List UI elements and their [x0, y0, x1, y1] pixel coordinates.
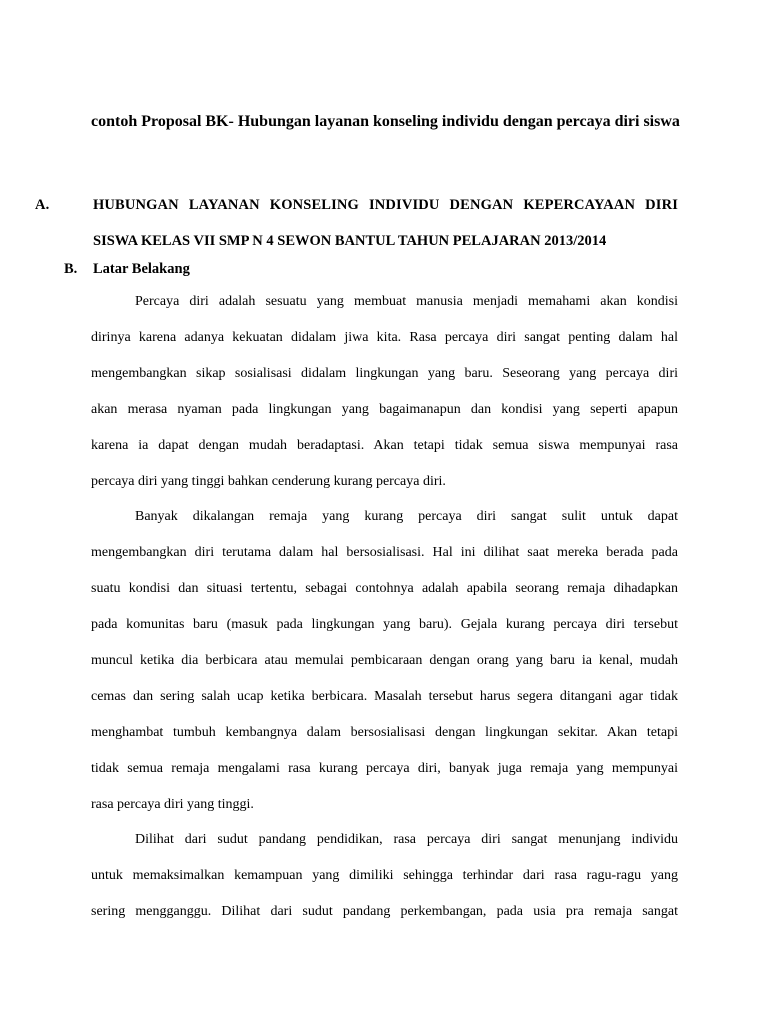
- section-b-marker: B.: [64, 261, 78, 277]
- paragraph-line: karena ia dapat dengan mudah beradaptasi. Akan tetapi tidak semua siswa mempunyai rasa: [91, 438, 678, 453]
- paragraph-line: sering mengganggu. Dilihat dari sudut pandang perkembangan, pada usia pra remaja sangat: [91, 904, 678, 919]
- paragraph-line: akan merasa nyaman pada lingkungan yang bagaimanapun dan kondisi yang seperti apapun: [91, 402, 678, 417]
- paragraph-line: untuk memaksimalkan kemampuan yang dimiliki sehingga terhindar dari rasa ragu-ragu yang: [91, 868, 678, 883]
- paragraph-line: Percaya diri adalah sesuatu yang membuat manusia menjadi memahami akan kondisi: [135, 294, 678, 309]
- paragraph-line: percaya diri yang tinggi bahkan cenderung kurang percaya diri.: [91, 474, 446, 489]
- paragraph-line: dirinya karena adanya kekuatan didalam jiwa kita. Rasa percaya diri sangat penting dalam hal: [91, 330, 678, 345]
- paragraph-line: muncul ketika dia berbicara atau memulai pembicaraan dengan orang yang baru ia kenal, mudah: [91, 653, 678, 668]
- paragraph-line: menghambat tumbuh kembangnya dalam bersosialisasi dengan lingkungan sekitar. Akan tetapi: [91, 725, 678, 740]
- paragraph-line: mengembangkan diri terutama dalam hal bersosialisasi. Hal ini dilihat saat mereka berada pada: [91, 545, 678, 560]
- section-a-heading: [35, 187, 678, 259]
- section-b-heading: [64, 257, 190, 281]
- section-a-line-2: SISWA KELAS VII SMP N 4 SEWON BANTUL TAHUN PELAJARAN 2013/2014: [93, 233, 607, 249]
- paragraph-line: tidak semua remaja mengalami rasa kurang percaya diri, banyak juga remaja yang mempunyai: [91, 761, 678, 776]
- paragraph-line: Dilihat dari sudut pandang pendidikan, rasa percaya diri sangat menunjang individu: [135, 832, 678, 847]
- paragraph-2: [91, 499, 678, 823]
- paragraph-line: pada komunitas baru (masuk pada lingkungan yang baru). Gejala kurang percaya diri tersebut: [91, 617, 678, 632]
- paragraph-1: [91, 284, 678, 500]
- section-a-marker: A.: [35, 197, 50, 213]
- document-title: contoh Proposal BK- Hubungan layanan konseling individu dengan percaya diri siswa: [91, 113, 680, 130]
- paragraph-3: [91, 822, 678, 930]
- paragraph-line: suatu kondisi dan situasi tertentu, sebagai contohnya adalah apabila seorang remaja dihadapkan: [91, 581, 678, 596]
- paragraph-line: rasa percaya diri yang tinggi.: [91, 797, 254, 812]
- section-b-label: Latar Belakang: [93, 261, 190, 277]
- paragraph-line: Banyak dikalangan remaja yang kurang percaya diri sangat sulit untuk dapat: [135, 509, 678, 524]
- section-a-line-1: [35, 187, 678, 223]
- section-a-text-1: HUBUNGAN LAYANAN KONSELING INDIVIDU DENGAN KEPERCAYAAN DIRI: [93, 197, 678, 213]
- paragraph-line: cemas dan sering salah ucap ketika berbicara. Masalah tersebut harus segera ditangani agar tidak: [91, 689, 678, 704]
- paragraph-line: mengembangkan sikap sosialisasi didalam lingkungan yang baru. Seseorang yang percaya diri: [91, 366, 678, 381]
